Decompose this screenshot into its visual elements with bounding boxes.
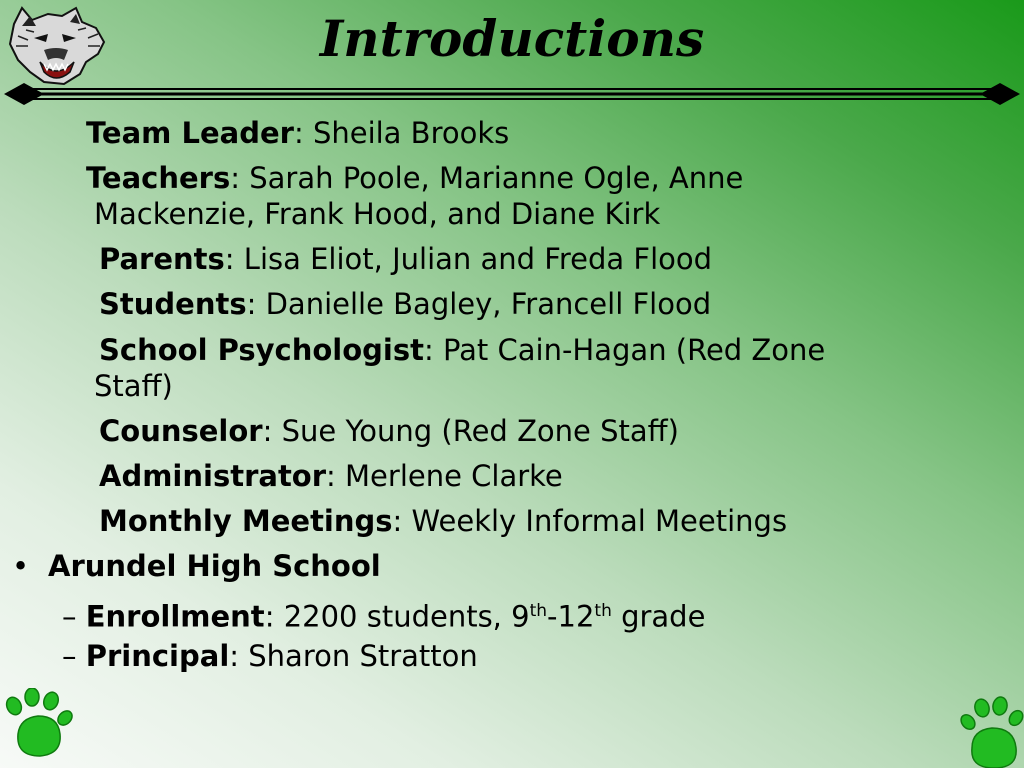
role-teachers: Teachers: Sarah Poole, Marianne Ogle, Anne <box>86 161 744 195</box>
role-monthly-meetings: Monthly Meetings: Weekly Informal Meetings <box>99 504 788 538</box>
role-administrator: Administrator: Merlene Clarke <box>99 459 563 493</box>
role-students: Students: Danielle Bagley, Francell Flood <box>99 287 712 321</box>
title-divider <box>0 80 1024 108</box>
bullet-icon: • <box>12 549 30 583</box>
paw-print-icon <box>4 688 74 760</box>
role-parents: Parents: Lisa Eliot, Julian and Freda Flood <box>99 242 713 276</box>
role-school-psychologist-continued: Staff) <box>94 369 173 403</box>
role-teachers-continued: Mackenzie, Frank Hood, and Diane Kirk <box>94 197 661 231</box>
role-counselor: Counselor: Sue Young (Red Zone Staff) <box>99 414 679 448</box>
school-principal: – Principal: Sharon Stratton <box>62 639 478 673</box>
role-team-leader: Team Leader: Sheila Brooks <box>86 116 510 150</box>
slide-title: Introductions <box>319 9 705 68</box>
school-name: Arundel High School <box>48 549 381 583</box>
paw-print-icon <box>958 696 1024 768</box>
school-enrollment: – Enrollment: 2200 students, 9th-12th grade <box>62 599 706 634</box>
role-school-psychologist: School Psychologist: Pat Cain-Hagan (Red Zone <box>99 333 826 367</box>
